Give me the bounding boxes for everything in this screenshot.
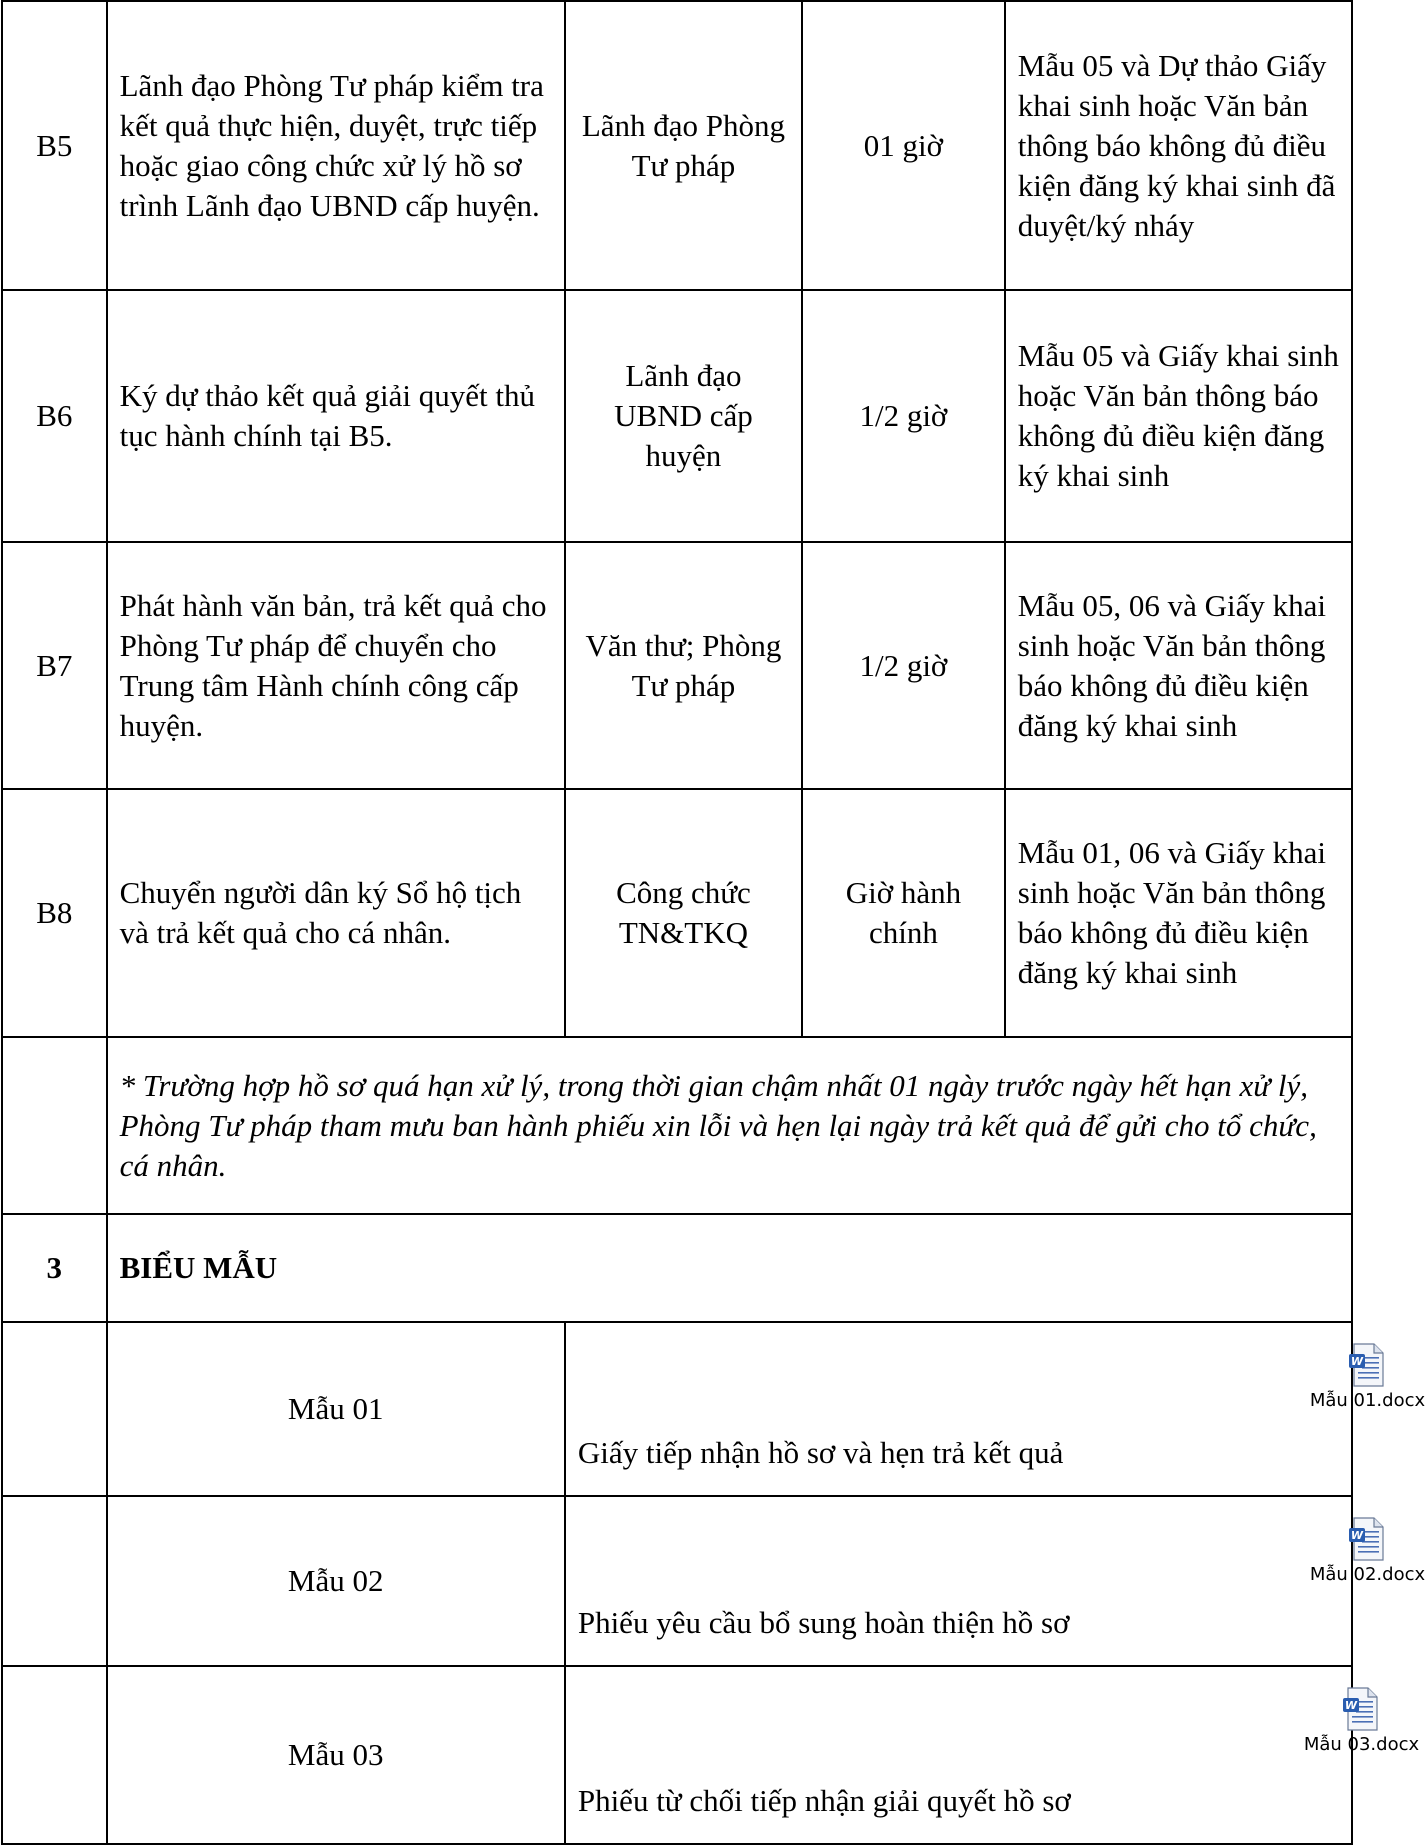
form-description-cell bbox=[565, 1666, 1420, 1844]
form-description-cell bbox=[565, 1322, 1425, 1496]
svg-text:W: W bbox=[1351, 1529, 1364, 1542]
step-time: 01 giờ bbox=[802, 1, 1005, 290]
form-description: Phiếu yêu cầu bổ sung hoàn thiện hồ sơ bbox=[577, 1605, 1070, 1640]
step-description: Phát hành văn bản, trả kết quả cho Phòng Tư pháp để chuyển cho Trung tâm Hành chính công cấp huyện. bbox=[107, 542, 565, 789]
step-row bbox=[2, 290, 1352, 542]
file-name: Mẫu 01.docx bbox=[1309, 1390, 1425, 1411]
step-description: Chuyển người dân ký Sổ hộ tịch và trả kết quả cho cá nhân. bbox=[107, 789, 565, 1037]
word-document-icon bbox=[1342, 1687, 1380, 1731]
step-responsible: Văn thư; Phòng Tư pháp bbox=[565, 542, 802, 789]
form-row bbox=[2, 1666, 1352, 1844]
form-code: Mẫu 03 bbox=[107, 1666, 565, 1844]
form-spacer bbox=[2, 1496, 107, 1666]
step-time: Giờ hành chính bbox=[802, 789, 1005, 1037]
step-result: Mẫu 05, 06 và Giấy khai sinh hoặc Văn bản thông báo không đủ điều kiện đăng ký khai sinh bbox=[1005, 542, 1352, 789]
form-description: Giấy tiếp nhận hồ sơ và hẹn trả kết quả bbox=[577, 1435, 1064, 1470]
file-name: Mẫu 03.docx bbox=[1303, 1734, 1420, 1755]
step-row bbox=[2, 542, 1352, 789]
step-row bbox=[2, 1, 1352, 290]
svg-text:W: W bbox=[1351, 1355, 1364, 1368]
step-result: Mẫu 01, 06 và Giấy khai sinh hoặc Văn bản thông báo không đủ điều kiện đăng ký khai sinh bbox=[1005, 789, 1352, 1037]
file-attachment[interactable] bbox=[1304, 1687, 1419, 1757]
step-responsible: Lãnh đạo Phòng Tư pháp bbox=[565, 1, 802, 290]
step-description: Lãnh đạo Phòng Tư pháp kiểm tra kết quả thực hiện, duyệt, trực tiếp hoặc giao công chức xử lý hồ sơ trình Lãnh đạo UBND cấp huyện. bbox=[107, 1, 565, 290]
form-description: Phiếu từ chối tiếp nhận giải quyết hồ sơ bbox=[577, 1783, 1071, 1818]
step-id: B7 bbox=[2, 542, 107, 789]
step-id: B8 bbox=[2, 789, 107, 1037]
file-name: Mẫu 02.docx bbox=[1309, 1564, 1425, 1585]
overdue-note: * Trường hợp hồ sơ quá hạn xử lý, trong thời gian chậm nhất 01 ngày trước ngày hết hạn xử lý, Phòng Tư pháp tham mưu ban hành phiếu xin lỗi và hẹn lại ngày trả kết quả để gửi cho tổ chức, cá nhân. bbox=[107, 1037, 1352, 1214]
form-description-cell bbox=[565, 1496, 1425, 1666]
word-document-icon bbox=[1348, 1517, 1386, 1561]
form-spacer bbox=[2, 1322, 107, 1496]
form-spacer bbox=[2, 1666, 107, 1844]
note-spacer bbox=[2, 1037, 107, 1214]
form-row bbox=[2, 1322, 1352, 1496]
note-row bbox=[2, 1037, 1352, 1214]
section-number: 3 bbox=[2, 1214, 107, 1322]
step-description: Ký dự thảo kết quả giải quyết thủ tục hành chính tại B5. bbox=[107, 290, 565, 542]
step-time: 1/2 giờ bbox=[802, 290, 1005, 542]
step-row bbox=[2, 789, 1352, 1037]
step-result: Mẫu 05 và Dự thảo Giấy khai sinh hoặc Văn bản thông báo không đủ điều kiện đăng ký khai sinh đã duyệt/ký nháy bbox=[1005, 1, 1352, 290]
word-document-icon bbox=[1348, 1343, 1386, 1387]
form-code: Mẫu 01 bbox=[107, 1322, 565, 1496]
form-row bbox=[2, 1496, 1352, 1666]
step-id: B6 bbox=[2, 290, 107, 542]
section-header-row bbox=[2, 1214, 1352, 1322]
section-title: BIỂU MẪU bbox=[107, 1214, 1352, 1322]
step-responsible: Công chức TN&TKQ bbox=[565, 789, 802, 1037]
file-attachment[interactable] bbox=[1310, 1343, 1425, 1413]
procedure-table bbox=[1, 0, 1425, 1845]
step-id: B5 bbox=[2, 1, 107, 290]
form-code: Mẫu 02 bbox=[107, 1496, 565, 1666]
file-attachment[interactable] bbox=[1310, 1517, 1425, 1587]
step-time: 1/2 giờ bbox=[802, 542, 1005, 789]
step-result: Mẫu 05 và Giấy khai sinh hoặc Văn bản thông báo không đủ điều kiện đăng ký khai sinh bbox=[1005, 290, 1352, 542]
svg-text:W: W bbox=[1345, 1699, 1358, 1712]
step-responsible: Lãnh đạo UBND cấp huyện bbox=[565, 290, 802, 542]
